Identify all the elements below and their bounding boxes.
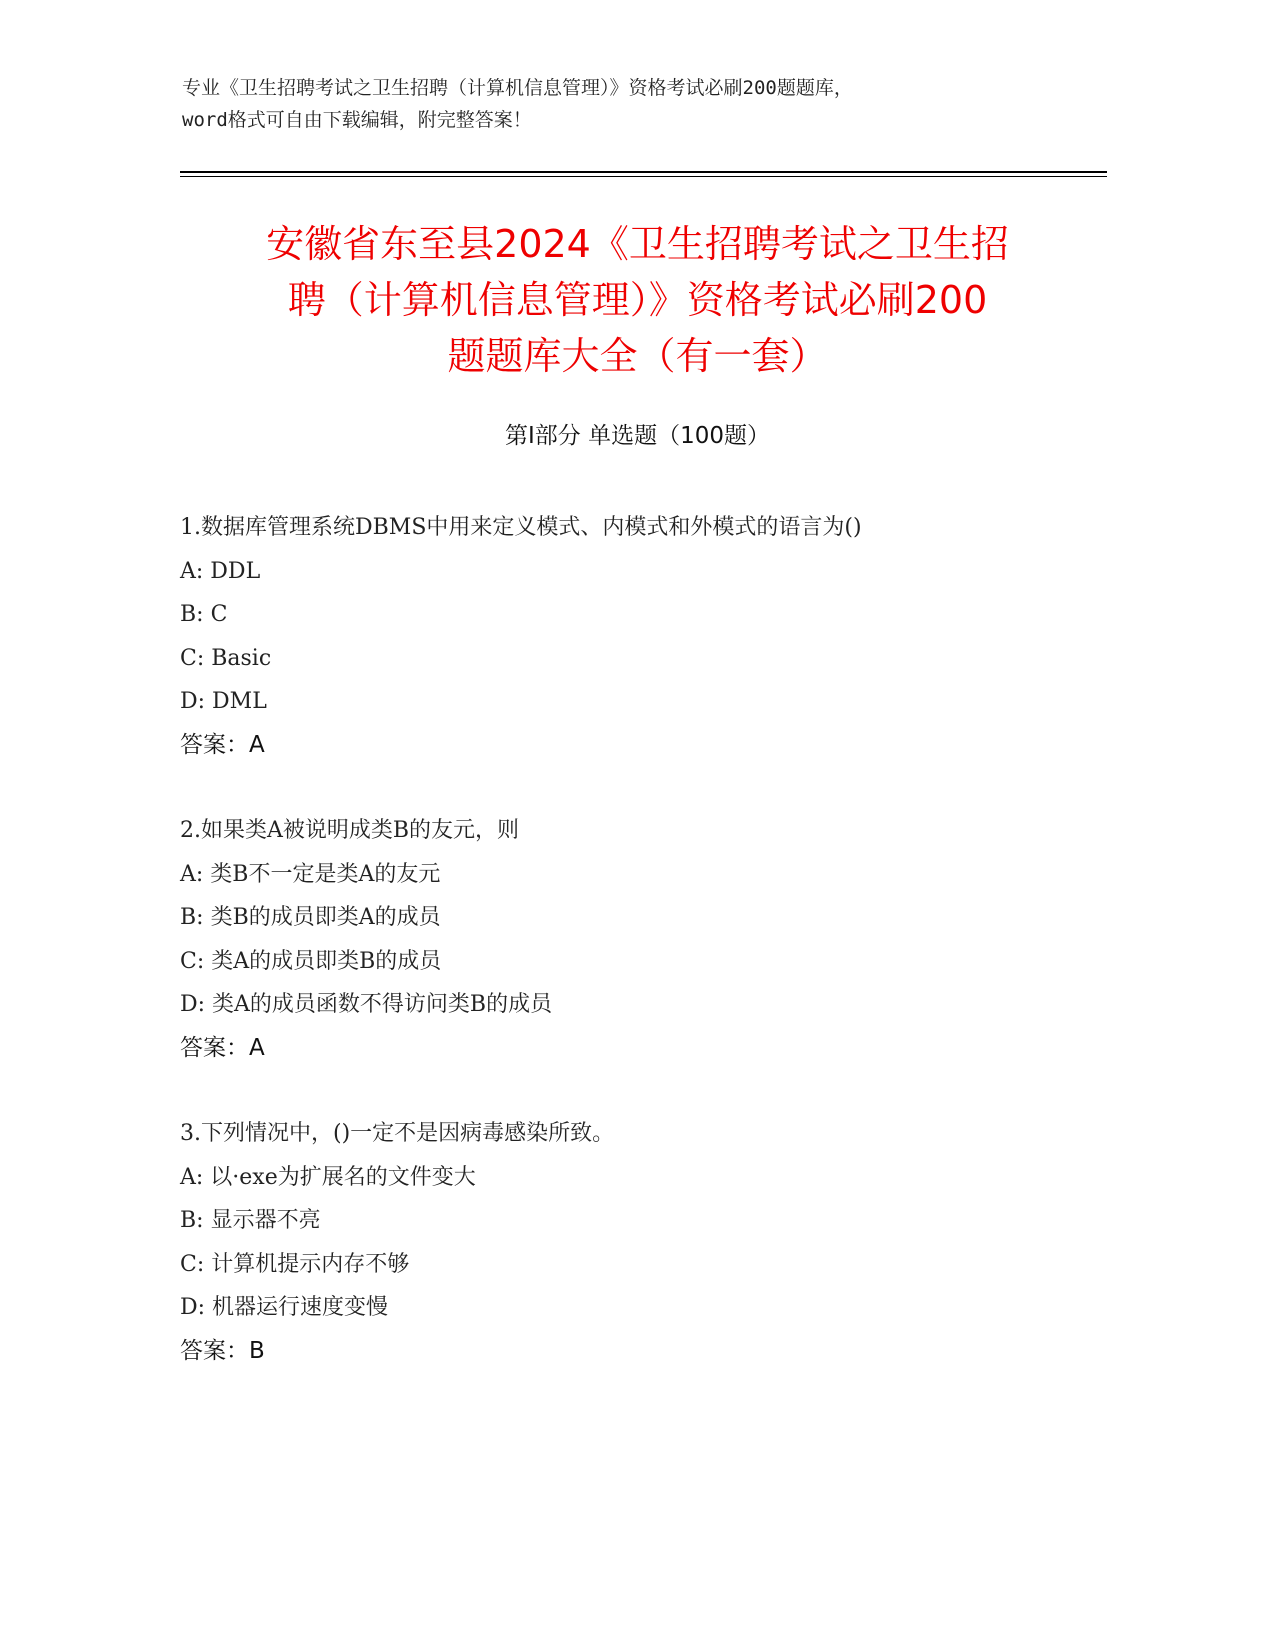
question-1 <box>180 506 1080 767</box>
header-note <box>182 72 1102 136</box>
option-b: B: 显示器不亮 <box>180 1208 321 1233</box>
option-d: D: 机器运行速度变慢 <box>180 1295 389 1320</box>
option-c: C: 计算机提示内存不够 <box>180 1251 410 1277</box>
option-b: B: C <box>180 602 228 627</box>
answer-line: 答案：B <box>180 1337 265 1364</box>
option-d: D: DML <box>180 689 267 714</box>
answer-line: 答案：A <box>180 731 265 758</box>
title-line-2: 聘（计算机信息管理）》资格考试必刷200 <box>287 278 988 322</box>
option-c: C: 类A的成员即类B的成员 <box>180 948 442 974</box>
answer-line: 答案：A <box>180 1034 265 1061</box>
option-a: A: 类B不一定是类A的友元 <box>180 861 441 887</box>
question-stem: 3.下列情况中，()一定不是因病毒感染所致。 <box>180 1121 615 1146</box>
question-3 <box>180 1112 1080 1373</box>
question-2 <box>180 809 1080 1070</box>
header-note-line-1: 专业《卫生招聘考试之卫生招聘（计算机信息管理）》资格考试必刷200题题库， <box>182 77 853 99</box>
question-list <box>180 506 1080 1415</box>
title-line-3: 题题库大全（有一套） <box>447 334 828 378</box>
question-stem: 2.如果类A被说明成类B的友元，则 <box>180 818 520 843</box>
option-a: A: DDL <box>180 558 261 584</box>
option-d: D: 类A的成员函数不得访问类B的成员 <box>180 992 553 1017</box>
option-a: A: 以·exe为扩展名的文件变大 <box>180 1164 476 1190</box>
document-title <box>150 216 1125 384</box>
header-note-line-2: word格式可自由下载编辑，附完整答案！ <box>182 109 532 131</box>
title-line-1: 安徽省东至县2024《卫生招聘考试之卫生招 <box>266 222 1009 266</box>
question-stem: 1.数据库管理系统DBMS中用来定义模式、内模式和外模式的语言为() <box>180 515 862 540</box>
option-b: B: 类B的成员即类A的成员 <box>180 905 441 930</box>
option-c: C: Basic <box>180 645 272 671</box>
header-divider-thin <box>180 176 1107 177</box>
header-divider-thick <box>180 171 1107 173</box>
section-heading: 第Ⅰ部分 单选题（100题） <box>505 423 770 449</box>
